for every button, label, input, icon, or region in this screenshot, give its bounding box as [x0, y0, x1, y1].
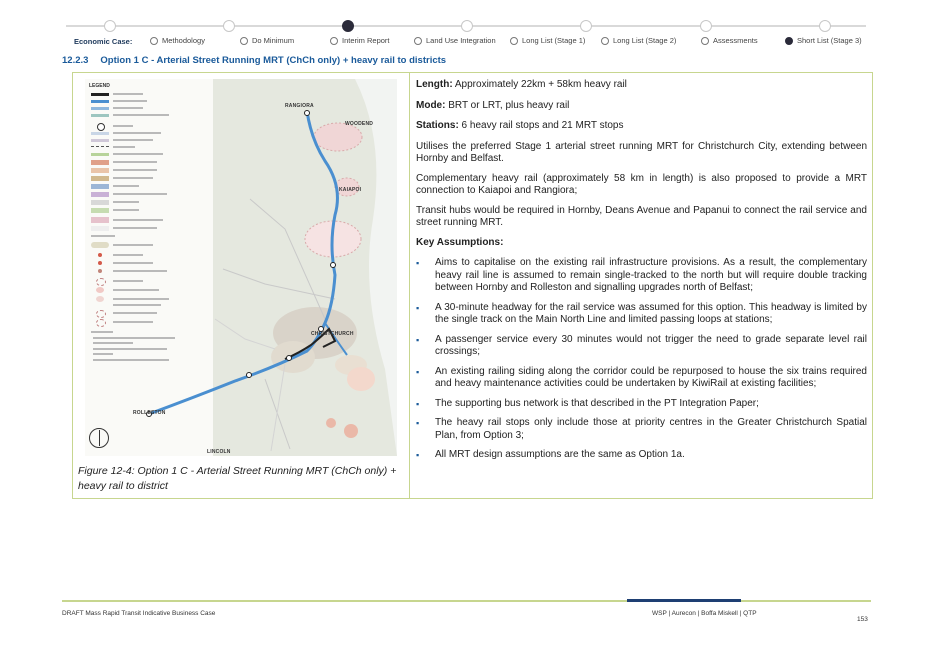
footer-accent [627, 599, 741, 602]
footer-authors: WSP | Aurecon | Boffa Miskell | QTP [652, 610, 757, 617]
option-map-figure [85, 79, 397, 456]
bullet-icon: ▪ [416, 398, 420, 409]
progress-dot [461, 20, 473, 32]
list-item: ▪ A passenger service every 30 minutes would not trigger the need to grade separate level rail crossings; [416, 333, 867, 357]
map-label-kaiapoi: KAIAPOI [339, 187, 362, 193]
radio-icon [240, 37, 248, 45]
section-heading [62, 55, 446, 66]
key-assumptions-list [416, 257, 867, 462]
stage-land-use-integration[interactable]: Land Use Integration [414, 36, 496, 45]
progress-dot-current [342, 20, 354, 32]
progress-dot [700, 20, 712, 32]
stage-assessments[interactable]: Assessments [701, 36, 758, 45]
progress-dot [580, 20, 592, 32]
length-row: Length: Approximately 22km + 58km heavy rail [416, 79, 627, 90]
radio-filled-icon [785, 37, 793, 45]
footer-rule [62, 600, 871, 602]
radio-icon [701, 37, 709, 45]
description-paragraph: Transit hubs would be required in Hornby, Deans Avenue and Papanui to connect the rail service and street running MRT. [416, 204, 867, 228]
list-item: ▪ A 30-minute headway for the rail service was assumed for this option. This headway is limited by the single track on the Main North Line and limited passing loops at stations; [416, 301, 867, 325]
map-label-woodend: WOODEND [345, 121, 374, 127]
stage-methodology[interactable]: Methodology [150, 36, 205, 45]
radio-icon [150, 37, 158, 45]
radio-icon [510, 37, 518, 45]
map-label-rangiora: RANGIORA [285, 103, 314, 109]
bullet-icon: ▪ [416, 334, 420, 345]
page-number: 153 [857, 616, 868, 623]
bullet-icon: ▪ [416, 258, 420, 268]
progress-dot [223, 20, 235, 32]
stage-do-minimum[interactable]: Do Minimum [240, 36, 294, 45]
section-number: 12.2.3 [62, 55, 89, 66]
list-item: ▪ All MRT design assumptions are the same as Option 1a. [416, 449, 685, 460]
stations-row: Stations: 6 heavy rail stops and 21 MRT stops [416, 120, 624, 131]
map-drawing [85, 79, 397, 456]
bullet-icon: ▪ [416, 418, 420, 428]
list-item: ▪ The supporting bus network is that described in the PT Integration Paper; [416, 397, 759, 409]
radio-icon [414, 37, 422, 45]
progress-dot [104, 20, 116, 32]
list-item: ▪ Aims to capitalise on the existing rail infrastructure provisions. As a result, the complementary heavy rail line is assumed to remain single-tracked to the north but will require double tracking between Hornby and Rolleston and signalling upgrades north of Belfast; [416, 257, 867, 293]
bullet-icon: ▪ [416, 302, 420, 313]
stage-bar-lead: Economic Case: [74, 37, 133, 46]
key-assumptions-heading: Key Assumptions: [416, 236, 504, 248]
radio-icon [601, 37, 609, 45]
list-item: ▪ An existing railing siding along the corridor could be repurposed to house the six trains required and heavy maintenance activities could be undertaken by KiwiRail at existing facilities; [416, 365, 867, 389]
legend-title: LEGEND [89, 83, 110, 89]
option-details [416, 79, 867, 469]
mode-row: Mode: BRT or LRT, plus heavy rail [416, 99, 570, 111]
figure-caption: Figure 12-4: Option 1 C - Arterial Street Running MRT (ChCh only) + heavy rail to district [78, 465, 397, 492]
table-divider [409, 72, 410, 499]
footer-doc-title: DRAFT Mass Rapid Transit Indicative Business Case [62, 610, 216, 617]
description-paragraph: Utilises the preferred Stage 1 arterial street running MRT for Christchurch City, extending between Hornby and Belfast. [416, 140, 867, 164]
stage-long-list-2[interactable]: Long List (Stage 2) [601, 36, 676, 45]
map-label-rolleston: ROLLESTON [133, 410, 166, 416]
north-arrow-icon [89, 428, 109, 448]
stage-long-list-1[interactable]: Long List (Stage 1) [510, 36, 585, 45]
section-title: Option 1 C - Arterial Street Running MRT (ChCh only) + heavy rail to districts [100, 55, 447, 66]
progress-dot [819, 20, 831, 32]
bullet-icon: ▪ [416, 366, 420, 377]
stage-short-list-3[interactable]: Short List (Stage 3) [785, 36, 862, 45]
stage-interim-report[interactable]: Interim Report [330, 36, 390, 45]
radio-icon [330, 37, 338, 45]
map-label-christchurch: CHRISTCHURCH [311, 331, 354, 337]
list-item: ▪ The heavy rail stops only include those at priority centres in the Greater Christchurch Spatial Plan, from Option 3; [416, 417, 867, 441]
map-label-lincoln: LINCOLN [207, 449, 231, 455]
bullet-icon: ▪ [416, 450, 420, 460]
description-paragraph: Complementary heavy rail (approximately 58 km in length) is also proposed to provide a MRT connection to Kaiapoi and Rangiora; [416, 172, 867, 196]
